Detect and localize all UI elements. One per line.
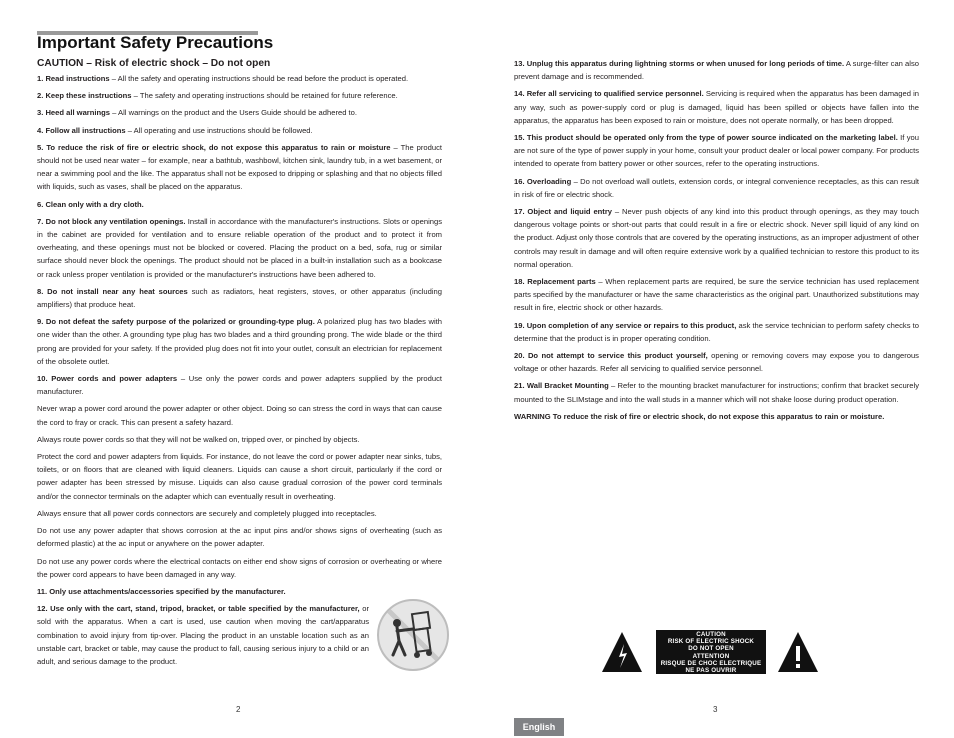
instruction-item: 21. Wall Bracket Mounting – Refer to the mounting bracket manufacturer for instructions; confirm that bracket securely mounted to the SLIMstage and into the wall studs in a manner which will not shake loose during product operation. xyxy=(514,381,919,404)
exclamation-warning-icon xyxy=(776,630,820,674)
instruction-item: 12. Use only with the cart, stand, tripod, bracket, or table specified by the manufacturer, or sold with the apparatus. When a cart is used, use caution when moving the cart/apparatus combination to avoid injury from tip-over. Placing the product in an unstable location such as an unstable cart, bracket or table, may cause the product to fall, causing serious injury to a child or an adult, and serious damage to the product. xyxy=(37,604,369,666)
caution-heading: CAUTION – Risk of electric shock – Do not open xyxy=(37,58,271,69)
instruction-item: 9. Do not defeat the safety purpose of the polarized or grounding-type plug. A polarized plug has two blades with one wider than the other. A grounding type plug has two blades and a third grounding prong. The wide blade or the third prong are provided for your safety. If the provided plug does not fit into your outlet, consult an electrician for replacement of the obsolete outlet. xyxy=(37,317,442,366)
label-line: DO NOT OPEN xyxy=(688,645,734,653)
right-instructions xyxy=(514,57,919,427)
left-instructions xyxy=(37,72,442,672)
instruction-item: Do not use any power cords where the electrical contacts on either end show signs of corrosion or overheating or where the power cord appears to have been damaged in any way. xyxy=(37,556,442,579)
instruction-item: 18. Replacement parts – When replacement parts are required, be sure the service technician has used replacement parts specified by the manufacturer or have the same characteristics as the original part. Unauthorized substitutions may result in fire, electric shock or other hazards. xyxy=(514,277,919,313)
instruction-item: 2. Keep these instructions – The safety and operating instructions should be retained for future reference. xyxy=(37,91,398,101)
label-line: NE PAS OUVRIR xyxy=(685,667,737,675)
lightning-bolt-warning-icon xyxy=(600,630,644,674)
no-cart-tipover-icon xyxy=(375,597,451,673)
instruction-item: 16. Overloading – Do not overload wall outlets, extension cords, or integral convenience receptacles, as this can result in risk of fire or electric shock. xyxy=(514,176,919,199)
instruction-item: 17. Object and liquid entry – Never push objects of any kind into this product through openings, as they may touch dangerous voltage points or short-out parts that could result in a fire or electric shock. Never spill liquid of any kind on the product. Adjust only those controls that are covered by the operating instructions, as an improper adjustment of other controls may result in damage and will often require extensive work by a qualified technician to restore this product to its normal operation. xyxy=(514,207,919,269)
instruction-item: Do not use any power adapter that shows corrosion at the ac input pins and/or shows signs of overheating (such as deformed plastic) at the ac input or anywhere on the power adapter. xyxy=(37,526,442,549)
warning-label-group xyxy=(600,630,822,674)
instruction-item: 1. Read instructions – All the safety and operating instructions should be read before the product is operated. xyxy=(37,74,409,83)
instruction-item: 11. Only use attachments/accessories specified by the manufacturer. xyxy=(37,586,286,596)
language-tab: English xyxy=(514,718,564,736)
instruction-item: 10. Power cords and power adapters – Use only the power cords and power adapters supplied by the product manufacturer. xyxy=(37,374,442,397)
shock-caution-label xyxy=(656,630,766,674)
label-line: CAUTION xyxy=(696,631,726,638)
instruction-item: 6. Clean only with a dry cloth. xyxy=(37,199,144,209)
page-number-right: 3 xyxy=(713,705,718,714)
instruction-item: 19. Upon completion of any service or repairs to this product, ask the service technician to perform safety checks to determine that the product is in proper operating condition. xyxy=(514,320,919,343)
instruction-item: Always ensure that all power cords connectors are securely and completely plugged into receptacles. xyxy=(37,508,377,518)
instruction-item: 14. Refer all servicing to qualified service personnel. Servicing is required when the apparatus has been damaged in any way, such as power-supply cord or plug is damaged, liquid has been spilled or objects have fallen into the apparatus, the apparatus has been exposed to rain or moisture, does not operate normally, or has been dropped. xyxy=(514,89,920,125)
instruction-item: Always route power cords so that they will not be walked on, tripped over, or pinched by objects. xyxy=(37,434,360,444)
instruction-item: 8. Do not install near any heat sources such as radiators, heat registers, stoves, or other apparatus (including amplifiers) that produce heat. xyxy=(37,286,443,310)
page-number-left: 2 xyxy=(236,705,241,714)
warning-text: WARNING To reduce the risk of fire or electric shock, do not expose this apparatus to rain or moisture. xyxy=(514,411,885,421)
instruction-item: 4. Follow all instructions – All operating and use instructions should be followed. xyxy=(37,125,313,135)
instruction-item: Never wrap a power cord around the power adapter or other object. Doing so can stress the cord in ways that can cause the cord to fray or crack. This can present a safety hazard. xyxy=(37,404,442,427)
label-line: RISK OF ELECTRIC SHOCK xyxy=(667,638,755,646)
instruction-item: 7. Do not block any ventilation openings. Install in accordance with the manufacturer's instructions. Slots or openings in the cabinet are provided for ventilation and to ensure reliable operation of the product and to protect it from overheating, and these openings must not be blocked or covered. Placing the product on a bed, sofa, rug or similar surface should never block the openings. The product should not be placed in a built-in installation such as a bookcase or rack unless proper ventilation is provided or the manufacturer's instructions have been adhered to. xyxy=(37,216,443,279)
label-line: RISQUE DE CHOC ELECTRIQUE xyxy=(660,659,762,667)
page-title: Important Safety Precautions xyxy=(37,33,274,52)
instruction-item: 5. To reduce the risk of fire or electric shock, do not expose this apparatus to rain or moisture – The product should not be used near water – for example, near a bathtub, washbowl, kitchen sink, laundry tub, in a wet basement, or near a swimming pool and the like. The apparatus shall not be exposed to dripping or splashing and that no objects filled with liquids, such as vases, shall be placed on the apparatus. xyxy=(37,142,442,192)
label-line: ATTENTION xyxy=(692,652,730,660)
instruction-item: Protect the cord and power adapters from liquids. For instance, do not leave the cord or power adapter near sinks, tubs, toilets, or on floors that are cleaned with liquid cleaners. Liquids can cause a short circuit, particularly if the cord or power adapter has been stressed by misuse. Liquids can also cause gradual corrosion of the power cord terminals and/or the connector terminals on the adapter which can eventually result in overheating. xyxy=(37,452,442,501)
instruction-item: 20. Do not attempt to service this product yourself, opening or removing covers may expose you to dangerous voltage or other hazards. Refer all servicing to qualified service personnel. xyxy=(514,351,919,374)
instruction-item: 13. Unplug this apparatus during lightning storms or when unused for long periods of time. A surge-filter can also prevent damage and is recommended. xyxy=(514,59,919,82)
instruction-item: 15. This product should be operated only from the type of power source indicated on the marketing label. If you are not sure of the type of power supply in your home, consult your product dealer or local power company. For products intended to operate from battery power or other sources, refer to the operating instructions. xyxy=(514,133,919,169)
instruction-item: 3. Heed all warnings – All warnings on the product and the Users Guide should be adhered to. xyxy=(37,108,357,118)
